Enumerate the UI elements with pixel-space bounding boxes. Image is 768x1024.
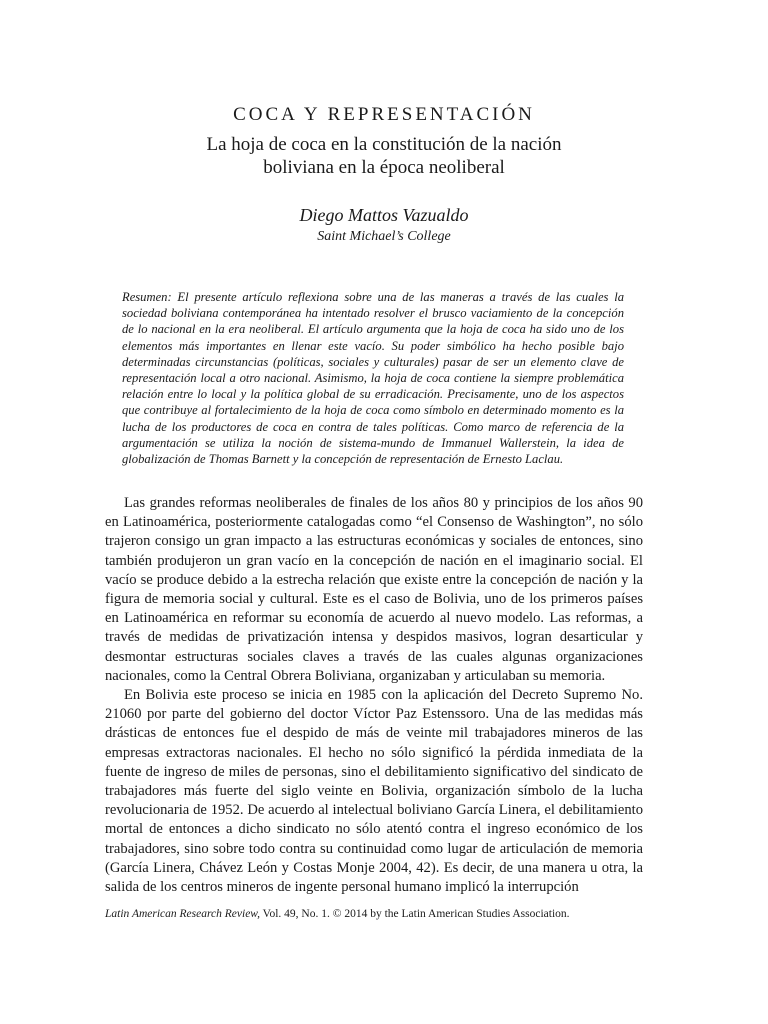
body-paragraph-1: Las grandes reformas neoliberales de finales de los años 80 y principios de los años 90 en Latinoamérica, posteriormente catalogadas como “el Consenso de Washington”, no sólo trajeron consigo un gran impacto a las estructuras económicas y sociales de entonces, sino también produjeron un gran vacío en la concepción de nación en el imaginario social. El vacío se produce debido a la estrecha relación que existe entre la concepción de nación y la figura de memoria social y cultural. Este es el caso de Bolivia, uno de los primeros países en Latinoamérica en reformar su economía de acuerdo al nuevo modelo. Las reformas, a través de medidas de privatización intensa y despidos masivos, logran desarticular y desmontar estructuras sociales claves a través de las cuales algunas organizaciones nacionales, como la Central Obrera Boliviana, organizaban y articulaban su memoria. xyxy=(105,495,643,684)
subtitle-line-1: La hoja de coca en la constitución de la nación xyxy=(206,134,562,155)
author-affiliation: Saint Michael’s College xyxy=(317,229,451,244)
article-subtitle xyxy=(0,133,768,179)
article-header xyxy=(0,103,768,179)
body-paragraph-2: En Bolivia este proceso se inicia en 1985 con la aplicación del Decreto Supremo No. 21060 por parte del gobierno del doctor Víctor Paz Estenssoro. Una de las medidas más drásticas de entonces fue el despido de más de veinte mil trabajadores mineros de las empresas extractoras nacionales. El hecho no sólo significó la pérdida inmediata de la fuente de ingreso de miles de personas, sino el debilitamiento significativo del sindicato de trabajadores más fuerte del siglo veinte en Bolivia, organización símbolo de la lucha revolucionaria de 1952. De acuerdo al intelectual boliviano García Linera, el debilitamiento mortal de entonces a dicho sindicato no sólo atentó contra el ingreso económico de los trabajadores, sino sobre todo contra su continuidad como lugar de articulación de memoria (García Linera, Chávez León y Costas Monje 2004, 42). Es decir, de una manera u otra, la salida de los centros mineros de ingente personal humano implicó la interrupción xyxy=(105,687,643,896)
subtitle-line-2: boliviana en la época neoliberal xyxy=(263,157,505,178)
journal-citation: Vol. 49, No. 1. © 2014 by the Latin American Studies Association. xyxy=(260,908,570,920)
page-footer xyxy=(105,907,570,922)
article-title: COCA Y REPRESENTACIÓN xyxy=(233,104,535,125)
article-body xyxy=(105,494,643,897)
abstract: Resumen: El presente artículo reflexiona sobre una de las maneras a través de las cuales la sociedad boliviana contemporánea ha intentado resolver el brusco vaciamiento de la concepción de lo nacional en la era neoliberal. El artículo argumenta que la hoja de coca ha sido uno de los elementos más importantes en llenar este vacío. Su poder simbólico ha hecho posible bajo determinadas circunstancias (políticas, sociales y culturales) pasar de ser un elemento clave de representación local a otro nacional. Asimismo, la hoja de coca contiene la siempre problemática relación entre lo local y la política global de su erradicación. Precisamente, uno de los aspectos que contribuye al fortalecimiento de la hoja de coca como símbolo en determinado momento es la lucha de los productores de coca en contra de tales políticas. Como marco de referencia de la argumentación se utiliza la noción de sistema-mundo de Immanuel Wallerstein, la idea de globalización de Thomas Barnett y la concepción de representación de Ernesto Laclau. xyxy=(122,290,624,467)
author-name: Diego Mattos Vazualdo xyxy=(299,205,469,225)
journal-name: Latin American Research Review, xyxy=(105,908,260,920)
